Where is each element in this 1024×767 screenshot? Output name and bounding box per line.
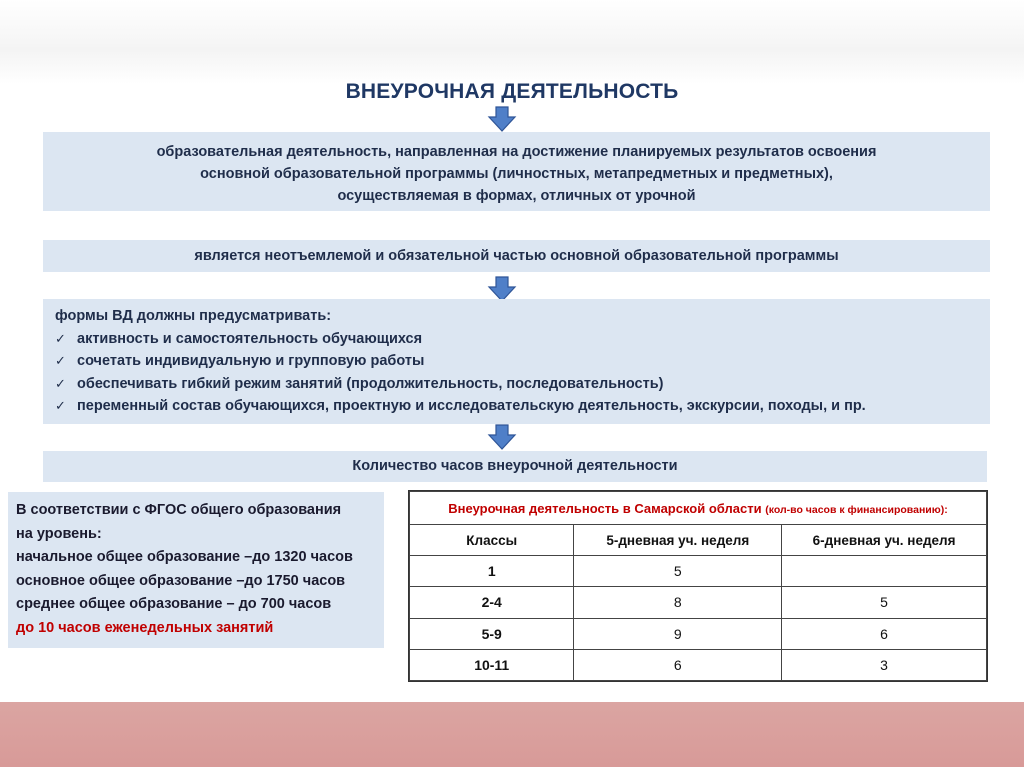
samara-hours-table [408,490,988,682]
definition-box [43,132,990,211]
checkmark-icon: ✓ [55,330,66,346]
table-cell: 6 [574,649,782,680]
table-row [410,587,987,618]
fgos-line: среднее общее образование – до 700 часов [16,596,332,612]
table-cell: 6 [782,618,987,649]
fgos-line: начальное общее образование –до 1320 часов [16,549,353,565]
forms-item: ✓ сочетать индивидуальную и групповую работы [55,350,990,373]
table-row [410,649,987,680]
checkmark-icon: ✓ [55,375,66,391]
forms-box [43,299,990,424]
table-cell: 9 [574,618,782,649]
bottom-band [0,702,1024,767]
down-arrow-icon [487,106,517,132]
table-row [410,618,987,649]
table-cell [782,556,987,587]
forms-item: ✓ переменный состав обучающихся, проектную и исследовательскую деятельность, экскурсии, походы, и пр. [55,395,990,418]
table-cell: 5 [782,587,987,618]
definition-line-3: осуществляемая в формах, отличных от урочной [337,188,696,204]
definition-line-1: образовательная деятельность, направленная на достижение планируемых результатов освоения [156,144,877,160]
table-cell: 2-4 [410,587,574,618]
table-cell: 3 [782,649,987,680]
top-band [0,0,1024,84]
page-title: ВНЕУРОЧНАЯ ДЕЯТЕЛЬНОСТЬ [345,80,679,103]
fgos-weekly-limit: до 10 часов еженедельных занятий [16,619,274,636]
table-cell: 5 [574,556,782,587]
table-cell: 1 [410,556,574,587]
definition-line-2: основной образовательной программы (личностных, метапредметных и предметных), [200,166,833,182]
table-row [410,556,987,587]
column-header: 5-дневная уч. неделя [574,525,782,556]
fgos-box [8,492,384,648]
down-arrow-icon [487,424,517,450]
forms-item: ✓ активность и самостоятельность обучающихся [55,328,990,351]
fgos-line: основное общее образование –до 1750 часов [16,572,346,589]
forms-heading: формы ВД должны предусматривать: [55,308,332,324]
table-caption: Внеурочная деятельность в Самарской области (кол-во часов к финансированию): [410,492,987,525]
checkmark-icon: ✓ [55,398,66,413]
hours-heading-box [43,451,987,482]
integral-part-box [43,240,990,272]
table-cell: 5-9 [410,618,574,649]
checkmark-icon: ✓ [55,353,66,368]
fgos-line: на уровень: [16,525,102,542]
column-header: 6-дневная уч. неделя [782,525,987,556]
fgos-line: В соответствии с ФГОС общего образования [16,502,342,518]
hours-heading: Количество часов внеурочной деятельности [352,458,678,474]
column-header: Классы [410,525,574,556]
forms-item: ✓ обеспечивать гибкий режим занятий (продолжительность, последовательность) [55,373,990,396]
integral-part-text: является неотъемлемой и обязательной частью основной образовательной программы [194,248,839,264]
table-cell: 10-11 [410,649,574,680]
table-cell: 8 [574,587,782,618]
